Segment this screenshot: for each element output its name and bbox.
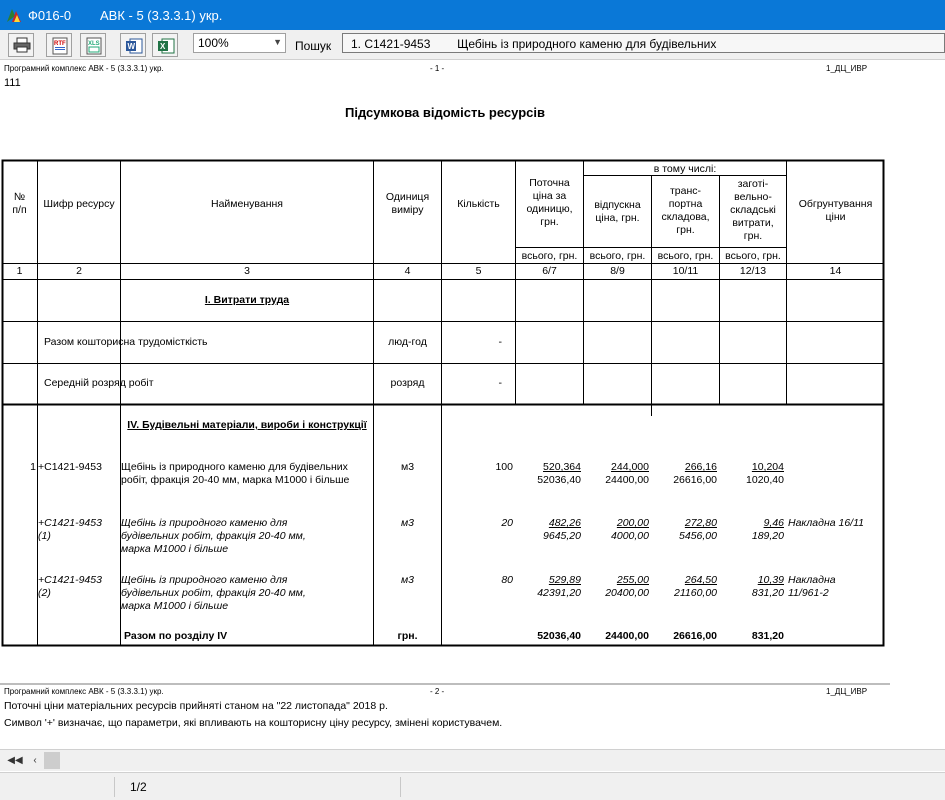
search-label: Пошук [295,39,332,53]
sub1-qty: 20 [501,517,513,529]
sub2-basis: Накладна 11/961-2 [788,574,836,599]
row-unit: м3 [400,461,415,473]
section1-row2-qty: - [498,377,502,389]
svg-text:RTF: RTF [54,41,66,47]
section4-total-storage: 831,20 [751,630,784,642]
scroll-thumb[interactable] [44,752,60,769]
zoom-select[interactable] [193,33,286,53]
open-word-button[interactable] [120,33,146,57]
colnum: 8/9 [610,265,625,277]
note-line1: Поточні ціни матеріальних ресурсів прийняті станом на "22 листопада" 2018 р. [4,700,388,712]
toolbar [0,30,945,60]
title-bar [0,0,945,30]
section4-total-sale: 24400,00 [605,630,649,642]
sub2-sale: 255,00 [616,574,649,586]
colnum: 10/11 [672,265,699,277]
row-storage: 10,204 [751,461,784,473]
header-name: Найменування [211,198,283,210]
header-unit: Одиниця виміру [385,191,430,216]
page-break [0,683,890,685]
page2-header-right: 1_ДЦ_ИВР [826,687,868,696]
status-divider [400,777,401,797]
header-storage: заготі- вельно- складські витрати, грн. [730,178,776,242]
sub1-storage-total: 189,20 [751,530,784,542]
header-total-sale: всього, грн. [589,250,646,262]
section1-title: І. Витрати труда [204,294,290,306]
row-code: +С1421-9453 [38,461,102,473]
section1-row1-unit: люд-год [388,336,427,348]
page1-header-right: 1_ДЦ_ИВР [826,64,868,73]
colnum: 6/7 [542,265,557,277]
window-code: Ф016-0 [28,8,72,23]
printer-icon [13,37,31,53]
zoom-value: 100% [198,36,229,50]
sub1-price: 482,26 [548,517,581,529]
header-sale: відпускна ціна, грн. [594,199,641,224]
section1-row1-name: Разом кошторисна трудомісткість [44,336,208,348]
app-icon [6,7,22,23]
section4-total-label: Разом по розділу IV [124,630,228,642]
row-price: 520,364 [543,461,581,473]
page1-header-left: Програмний комплекс АВК - 5 (3.3.3.1) укр. [4,64,164,73]
sub2-price: 529,89 [548,574,581,586]
colnum: 5 [475,265,482,277]
search-input[interactable]: 1. С1421-9453 Щебінь із природного каменю для будівельних [342,33,945,53]
row-price-total: 52036,40 [537,474,581,486]
row-no: 1 [30,461,36,473]
colnum: 4 [404,265,411,277]
section1-row2-unit: розряд [390,377,425,389]
svg-text:W: W [127,42,136,51]
sub1-transport-total: 5456,00 [679,530,717,542]
row-transport: 266,16 [684,461,717,473]
sub1-sale-total: 4000,00 [611,530,649,542]
page1-header-center: - 1 - [430,64,445,73]
report-title: Підсумкова відомість ресурсів [345,105,545,120]
window-title: АВК - 5 (3.3.3.1) укр. [100,8,223,23]
header-no: № п/п [12,191,27,216]
status-divider [114,777,115,797]
sub1-price-total: 9645,20 [543,530,581,542]
header-price: Поточна ціна за одиницю, грн. [526,177,573,228]
excel-icon [157,37,175,55]
svg-text:X: X [160,42,166,51]
sub2-sale-total: 20400,00 [605,587,649,599]
sub1-transport: 272,80 [684,517,717,529]
chevron-down-icon: ▼ [273,37,282,47]
export-rtf-button[interactable] [46,33,72,57]
row-name: Щебінь із природного каменю для будівельних робіт, фракція 20-40 мм, марка М1000 і більше [121,461,350,486]
sub2-storage: 10,39 [757,574,784,586]
header-transport: транс- портна складова, грн. [661,185,710,236]
header-qty: Кількість [457,198,500,210]
sub2-qty: 80 [501,574,513,586]
sub2-name: Щебінь із природного каменю для будівельних робіт, фракція 20-40 мм, марка М1000 і більше [121,574,306,612]
row-storage-total: 1020,40 [746,474,784,486]
export-xls-button[interactable] [80,33,106,57]
page2-header-left: Програмний комплекс АВК - 5 (3.3.3.1) укр. [4,687,164,696]
section4-total-transport: 26616,00 [673,630,717,642]
header-total-transport: всього, грн. [657,250,714,262]
section1-row2-name: Середній розряд робіт [44,377,154,389]
note-line2: Символ '+' визначає, що параметри, які впливають на кошторисну ціну ресурсу, змінені користувачем. [4,717,503,729]
page2-header-center: - 2 - [430,687,445,696]
sub2-unit: м3 [400,574,415,586]
scroll-left-icon[interactable]: ‹ [33,755,37,766]
header-code: Шифр ресурсу [43,198,115,210]
section4-total-unit: грн. [397,630,418,642]
scroll-first-icon[interactable]: ◀◀ [7,755,23,766]
svg-text:XLS: XLS [88,41,100,47]
section4-total-price: 52036,40 [537,630,581,642]
sub2-code: +С1421-9453 (2) [38,574,102,599]
status-bar [0,772,945,800]
open-excel-button[interactable] [152,33,178,57]
sub1-sale: 200,00 [616,517,649,529]
sub2-transport: 264,50 [684,574,717,586]
xls-file-icon [85,37,103,55]
header-total-storage: всього, грн. [725,250,781,262]
sub1-code: +С1421-9453 (1) [38,517,102,542]
colnum: 12/13 [739,265,767,277]
header-total-price: всього, грн. [521,250,578,262]
colnum: 1 [16,265,23,277]
header-basis: Обгрунтування ціни [798,198,873,223]
sub2-price-total: 42391,20 [537,587,581,599]
horizontal-scrollbar[interactable] [0,749,945,771]
sub2-storage-total: 831,20 [751,587,784,599]
page-indicator: 1/2 [130,780,147,794]
section1-row1-qty: - [498,336,502,348]
rtf-file-icon [51,37,69,55]
report-number: 111 [4,77,21,89]
sub2-transport-total: 21160,00 [673,587,717,599]
word-icon [125,37,143,55]
print-button[interactable] [8,33,34,57]
row-transport-total: 26616,00 [673,474,717,486]
sub1-basis: Накладна 16/11 [788,517,864,529]
header-including: в тому числі: [653,163,717,175]
section4-title: IV. Будівельні матеріали, вироби і конструкції [127,419,367,431]
row-sale: 244,000 [611,461,649,473]
sub1-name: Щебінь із природного каменю для будівельних робіт, фракція 20-40 мм, марка М1000 і більше [121,517,306,555]
report-preview [0,61,945,744]
row-qty: 100 [495,461,513,473]
sub1-unit: м3 [400,517,415,529]
colnum: 2 [76,265,82,277]
row-sale-total: 24400,00 [605,474,649,486]
colnum: 3 [244,265,250,277]
sub1-storage: 9,46 [763,517,784,529]
colnum: 14 [829,265,842,277]
